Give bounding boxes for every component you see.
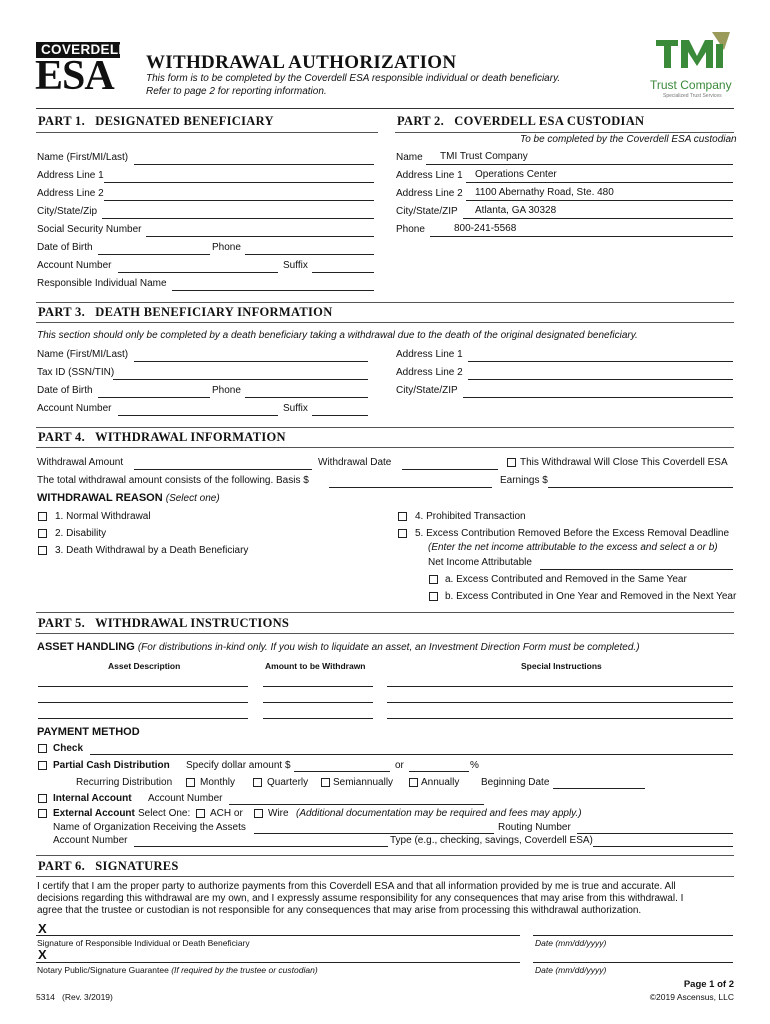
p3-acct-label: Account Number xyxy=(37,403,112,414)
check-label: Check xyxy=(53,743,84,754)
internal-label: Internal Account xyxy=(53,793,132,804)
p2-name-label: Name xyxy=(396,152,423,163)
asset-special-row-1[interactable] xyxy=(387,686,733,687)
col-special: Special Instructions xyxy=(521,661,602,671)
sig2-x: X xyxy=(38,947,47,962)
col-asset-desc: Asset Description xyxy=(108,661,181,671)
part3-heading: PART 3. DEATH BENEFICIARY INFORMATION xyxy=(38,305,333,319)
quarterly-label: Quarterly xyxy=(267,777,309,788)
p1-name-label: Name (First/MI/Last) xyxy=(37,152,129,163)
check-field[interactable] xyxy=(90,754,733,755)
p2-phone-field[interactable] xyxy=(430,236,733,237)
p1-acct-label: Account Number xyxy=(37,260,112,271)
sig1-field[interactable] xyxy=(36,935,520,936)
asset-handling-wrap xyxy=(37,641,640,653)
asset-amount-row-2[interactable] xyxy=(263,702,373,703)
p2-addr2-value: 1100 Abernathy Road, Ste. 480 xyxy=(475,187,614,198)
sig2-note: (If required by the trustee or custodian) xyxy=(171,965,318,975)
cert-line-2: decisions regarding this withdrawal are my own, and I expressly assume responsibility for any consequences that may arise from this withdrawal. I xyxy=(37,893,684,904)
cert-line-3: agree that the trustee or custodian is not responsible for any consequences that may arise from processing this withdrawal authorization. xyxy=(37,905,642,916)
p3-addr2-field[interactable] xyxy=(468,379,733,380)
ext-acct-field[interactable] xyxy=(134,846,388,847)
reason-5-label: 5. Excess Contribution Removed Before the Excess Removal Deadline xyxy=(415,528,730,539)
routing-label: Routing Number xyxy=(498,822,571,833)
asset-special-row-2[interactable] xyxy=(387,702,733,703)
payment-method-title: PAYMENT METHOD xyxy=(37,726,140,738)
p2-addr1-value: Operations Center xyxy=(475,169,557,180)
p4-reason-note: (Select one) xyxy=(165,493,220,504)
p1-suffix-label: Suffix xyxy=(283,260,308,271)
org-label: Name of Organization Receiving the Assets xyxy=(53,822,246,833)
partial-checkbox[interactable] xyxy=(38,761,47,770)
p2-addr2-field[interactable] xyxy=(466,200,733,201)
date2-label: Date (mm/dd/yyyy) xyxy=(535,965,607,975)
reason-4-label: 4. Prohibited Transaction xyxy=(415,511,526,522)
p2-phone-label: Phone xyxy=(396,224,425,235)
p4-basis-field[interactable] xyxy=(329,487,492,488)
percent-field[interactable] xyxy=(409,771,469,772)
date2-field[interactable] xyxy=(533,962,733,963)
part4-heading: PART 4. WITHDRAWAL INFORMATION xyxy=(38,430,286,444)
reason-2-label: 2. Disability xyxy=(55,528,107,539)
p1-name-field[interactable] xyxy=(134,164,374,165)
p4-reason-title-wrap xyxy=(37,492,220,504)
asset-special-row-3[interactable] xyxy=(387,718,733,719)
internal-acct-field[interactable] xyxy=(229,804,484,805)
percent-label: % xyxy=(470,760,479,771)
p3-csz-field[interactable] xyxy=(463,397,733,398)
p2-csz-label: City/State/ZIP xyxy=(396,206,458,217)
p3-acct-field[interactable] xyxy=(118,415,278,416)
type-field[interactable] xyxy=(593,846,733,847)
select-one-label: Select One: xyxy=(138,808,191,819)
p4-amount-field[interactable] xyxy=(134,469,312,470)
sig2-label: Notary Public/Signature Guarantee xyxy=(37,965,172,975)
p2-phone-value: 800-241-5568 xyxy=(454,223,517,234)
p1-dob-label: Date of Birth xyxy=(37,242,93,253)
internal-checkbox[interactable] xyxy=(38,794,47,803)
reason-5b-checkbox[interactable] xyxy=(429,592,438,601)
form-subtitle-2: Refer to page 2 for reporting information. xyxy=(146,86,327,97)
p2-addr1-field[interactable] xyxy=(466,182,733,183)
p2-name-value: TMI Trust Company xyxy=(440,151,528,162)
header-divider xyxy=(36,108,734,109)
type-label: Type (e.g., checking, savings, Coverdell ESA) xyxy=(390,835,593,846)
p2-addr2-label: Address Line 2 xyxy=(396,188,463,199)
part6-heading: PART 6. SIGNATURES xyxy=(38,859,179,873)
p2-name-field[interactable] xyxy=(426,164,733,165)
p2-csz-field[interactable] xyxy=(463,218,733,219)
p3-addr2-label: Address Line 2 xyxy=(396,367,463,378)
part1-heading: PART 1. DESIGNATED BENEFICIARY xyxy=(38,114,274,128)
part5-heading: PART 5. WITHDRAWAL INSTRUCTIONS xyxy=(38,616,290,630)
semiannually-label: Semiannually xyxy=(333,777,394,788)
annually-label: Annually xyxy=(421,777,460,788)
page-number: Page 1 of 2 xyxy=(683,979,734,990)
copyright: ©2019 Ascensus, LLC xyxy=(649,992,734,1002)
asset-amount-row-3[interactable] xyxy=(263,718,373,719)
p4-date-label: Withdrawal Date xyxy=(318,457,392,468)
form-title: WITHDRAWAL AUTHORIZATION xyxy=(146,52,457,73)
form-subtitle-1: This form is to be completed by the Coverdell ESA responsible individual or death beneficiary. xyxy=(146,73,561,84)
specify-label: Specify dollar amount $ xyxy=(186,760,291,771)
p3-note: This section should only be completed by a death beneficiary taking a withdrawal due to the death of the original designated beneficiary. xyxy=(37,330,638,341)
or-label: or xyxy=(395,760,404,771)
p3-dob-field[interactable] xyxy=(98,397,210,398)
tmi-logo-icon xyxy=(654,30,734,78)
p3-phone-label: Phone xyxy=(212,385,241,396)
p3-tax-label: Tax ID (SSN/TIN) xyxy=(37,367,115,378)
brand-esa: ESA xyxy=(35,53,114,99)
nia-field[interactable] xyxy=(540,569,733,570)
p1-suffix-field[interactable] xyxy=(312,272,374,273)
brand-coverdell: COVERDELL xyxy=(41,42,127,57)
p4-close-checkbox[interactable] xyxy=(507,458,516,467)
partial-label: Partial Cash Distribution xyxy=(53,760,170,771)
sig1-label: Signature of Responsible Individual or Death Beneficiary xyxy=(37,938,250,948)
p2-addr1-label: Address Line 1 xyxy=(396,170,463,181)
ach-checkbox[interactable] xyxy=(196,809,205,818)
asset-title: ASSET HANDLING xyxy=(37,641,135,653)
p1-addr2-label: Address Line 2 xyxy=(37,188,104,199)
recurring-label: Recurring Distribution xyxy=(76,777,173,788)
reason-5b-label: b. Excess Contributed in One Year and Removed in the Next Year xyxy=(445,591,737,602)
p4-close-label: This Withdrawal Will Close This Coverdell ESA xyxy=(520,457,728,468)
p4-date-field[interactable] xyxy=(402,469,498,470)
nia-label: Net Income Attributable xyxy=(428,557,532,568)
sig1-x: X xyxy=(38,921,47,936)
reason-1-checkbox[interactable] xyxy=(38,512,47,521)
external-checkbox[interactable] xyxy=(38,809,47,818)
semiannually-checkbox[interactable] xyxy=(321,778,330,787)
external-label: External Account xyxy=(53,808,135,819)
p3-tax-field[interactable] xyxy=(113,379,368,380)
reason-3-label: 3. Death Withdrawal by a Death Beneficiary xyxy=(55,545,249,556)
p4-earnings-field[interactable] xyxy=(548,487,733,488)
p2-note: To be completed by the Coverdell ESA custodian xyxy=(520,134,737,145)
p1-acct-field[interactable] xyxy=(118,272,278,273)
p1-addr1-label: Address Line 1 xyxy=(37,170,104,181)
form-number: 5314 (Rev. 3/2019) xyxy=(36,992,113,1002)
p3-suffix-field[interactable] xyxy=(312,415,368,416)
p3-addr1-label: Address Line 1 xyxy=(396,349,463,360)
quarterly-checkbox[interactable] xyxy=(253,778,262,787)
asset-desc-row-1[interactable] xyxy=(38,686,248,687)
p1-dob-field[interactable] xyxy=(98,254,210,255)
part2-heading: PART 2. COVERDELL ESA CUSTODIAN xyxy=(397,114,645,128)
annually-checkbox[interactable] xyxy=(409,778,418,787)
ext-acct-label: Account Number xyxy=(53,835,128,846)
reason-5a-checkbox[interactable] xyxy=(429,575,438,584)
p3-phone-field[interactable] xyxy=(245,397,368,398)
reason-2-checkbox[interactable] xyxy=(38,529,47,538)
p1-ssn-label: Social Security Number xyxy=(37,224,142,235)
wire-label: Wire xyxy=(268,808,289,819)
reason-5-checkbox[interactable] xyxy=(398,529,407,538)
p3-csz-label: City/State/ZIP xyxy=(396,385,458,396)
logo-tagline: Specialized Trust Services xyxy=(663,93,722,99)
asset-amount-row-1[interactable] xyxy=(263,686,373,687)
p1-addr2-field[interactable] xyxy=(104,200,374,201)
date1-label: Date (mm/dd/yyyy) xyxy=(535,938,607,948)
date1-field[interactable] xyxy=(533,935,733,936)
internal-acct-label: Account Number xyxy=(148,793,223,804)
reason-1-label: 1. Normal Withdrawal xyxy=(55,511,151,522)
asset-note: (For distributions in-kind only. If you wish to liquidate an asset, an Investment Direction Form must be completed.) xyxy=(137,642,640,653)
p1-resp-field[interactable] xyxy=(172,290,374,291)
p3-dob-label: Date of Birth xyxy=(37,385,93,396)
sig2-field[interactable] xyxy=(36,962,520,963)
p1-resp-label: Responsible Individual Name xyxy=(37,278,167,289)
ach-label: ACH or xyxy=(210,808,243,819)
wire-note: (Additional documentation may be required and fees may apply.) xyxy=(296,808,582,819)
reason-5a-label: a. Excess Contributed and Removed in the Same Year xyxy=(445,574,687,585)
logo-name: Trust Company xyxy=(650,78,732,92)
p1-addr1-field[interactable] xyxy=(104,182,374,183)
p1-csz-field[interactable] xyxy=(102,218,374,219)
p4-amount-label: Withdrawal Amount xyxy=(37,457,124,468)
check-checkbox[interactable] xyxy=(38,744,47,753)
asset-desc-row-2[interactable] xyxy=(38,702,248,703)
p1-phone-field[interactable] xyxy=(245,254,374,255)
routing-field[interactable] xyxy=(577,833,733,834)
reason-5-note: (Enter the net income attributable to the excess and select a or b) xyxy=(428,542,718,553)
col-amount: Amount to be Withdrawn xyxy=(265,661,366,671)
wire-checkbox[interactable] xyxy=(254,809,263,818)
org-field[interactable] xyxy=(254,833,494,834)
p3-name-label: Name (First/MI/Last) xyxy=(37,349,129,360)
p1-csz-label: City/State/Zip xyxy=(37,206,98,217)
beginning-date-field[interactable] xyxy=(553,788,645,789)
p3-name-field[interactable] xyxy=(134,361,368,362)
beginning-date-label: Beginning Date xyxy=(481,777,550,788)
cert-line-1: I certify that I am the proper party to authorize payments from this Coverdell ESA and that all information provided by me is true and accurate. All xyxy=(37,881,676,892)
reason-3-checkbox[interactable] xyxy=(38,546,47,555)
reason-4-checkbox[interactable] xyxy=(398,512,407,521)
asset-desc-row-3[interactable] xyxy=(38,718,248,719)
p1-ssn-field[interactable] xyxy=(146,236,374,237)
p4-reason-title: WITHDRAWAL REASON xyxy=(37,492,163,504)
p2-csz-value: Atlanta, GA 30328 xyxy=(475,205,557,216)
p1-phone-label: Phone xyxy=(212,242,241,253)
sig2-label-wrap xyxy=(37,965,318,975)
p3-suffix-label: Suffix xyxy=(283,403,308,414)
p4-earnings-label: Earnings $ xyxy=(500,475,548,486)
specify-field[interactable] xyxy=(294,771,390,772)
monthly-checkbox[interactable] xyxy=(186,778,195,787)
monthly-label: Monthly xyxy=(200,777,236,788)
p4-total-label: The total withdrawal amount consists of the following. Basis $ xyxy=(37,475,309,486)
p3-addr1-field[interactable] xyxy=(468,361,733,362)
